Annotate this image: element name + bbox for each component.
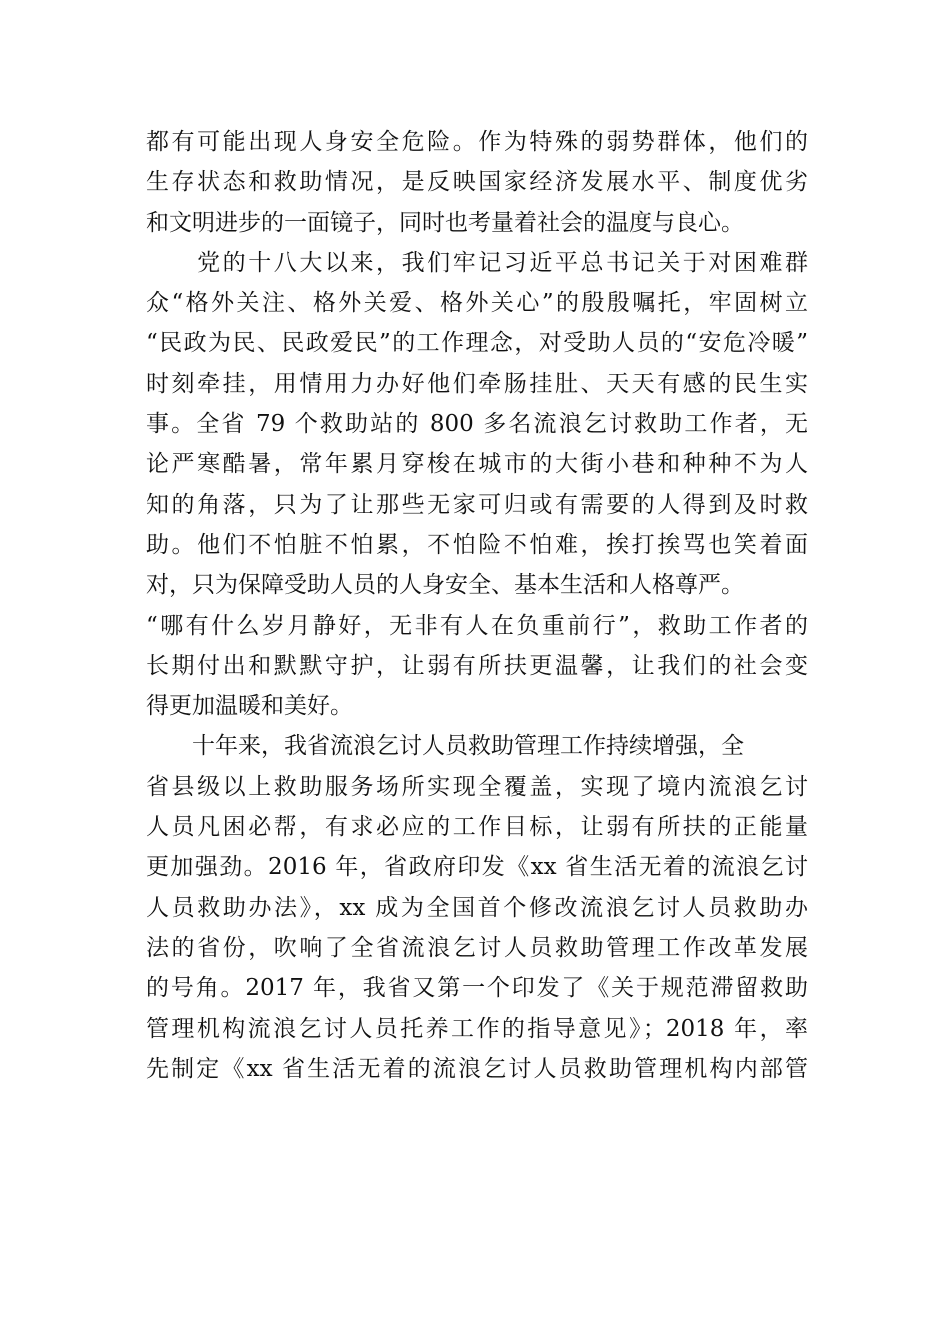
text-line: 先制定《xx 省生活无着的流浪乞讨人员救助管理机构内部管 xyxy=(146,1055,808,1082)
text-line: 都有可能出现人身安全危险。作为特殊的弱势群体，他们的 xyxy=(146,129,808,155)
text-line: 时刻牵挂，用情用力办好他们牵肠挂肚、天天有感的民生实 xyxy=(146,370,808,397)
paragraph-1 xyxy=(146,122,808,243)
text-line: 知的角落，只为了让那些无家可归或有需要的人得到及时救 xyxy=(146,491,808,518)
paragraph-2 xyxy=(146,243,808,727)
text-line: 省县级以上救助服务场所实现全覆盖，实现了境内流浪乞讨 xyxy=(146,773,808,800)
text-line: 人员凡困必帮，有求必应的工作目标，让弱有所扶的正能量 xyxy=(146,814,808,841)
text-line: 人员救助办法》，xx 成为全国首个修改流浪乞讨人员救助办 xyxy=(146,894,808,921)
text-line: 事。全省 79 个救助站的 800 多名流浪乞讨救助工作者，无 xyxy=(146,411,808,438)
text-line: “哪有什么岁月静好，无非有人在负重前行”，救助工作者的 xyxy=(146,612,808,639)
text-line: 法的省份，吹响了全省流浪乞讨人员救助管理工作改革发展 xyxy=(146,934,808,961)
text-line: 论严寒酷暑，常年累月穿梭在城市的大街小巷和种种不为人 xyxy=(146,451,808,478)
paragraph-3 xyxy=(146,726,808,1089)
text-line: 更加强劲。2016 年，省政府印发《xx 省生活无着的流浪乞讨 xyxy=(146,854,808,881)
text-line: 得更加温暖和美好。 xyxy=(146,693,353,720)
text-line: 党的十八大以来，我们牢记习近平总书记关于对困难群 xyxy=(146,249,808,276)
body-text xyxy=(146,122,808,1089)
text-line: 十年来，我省流浪乞讨人员救助管理工作持续增强，全 xyxy=(146,733,744,760)
text-line: 的号角。2017 年，我省又第一个印发了《关于规范滞留救助 xyxy=(146,975,808,1002)
text-line: 助。他们不怕脏不怕累，不怕险不怕难，挨打挨骂也笑着面 xyxy=(146,531,808,558)
text-line: 和文明进步的一面镜子，同时也考量着社会的温度与良心。 xyxy=(146,209,744,236)
text-line: 生存状态和救助情况，是反映国家经济发展水平、制度优劣 xyxy=(146,169,808,196)
text-line: 长期付出和默默守护，让弱有所扶更温馨，让我们的社会变 xyxy=(146,652,808,679)
text-line: “民政为民、民政爱民”的工作理念，对受助人员的“安危冷暖” xyxy=(146,330,808,357)
text-line: 管理机构流浪乞讨人员托养工作的指导意见》；2018 年，率 xyxy=(146,1015,808,1042)
text-line: 众“格外关注、格外关爱、格外关心”的殷殷嘱托，牢固树立 xyxy=(146,290,808,317)
text-line: 对，只为保障受助人员的人身安全、基本生活和人格尊严。 xyxy=(146,572,744,599)
